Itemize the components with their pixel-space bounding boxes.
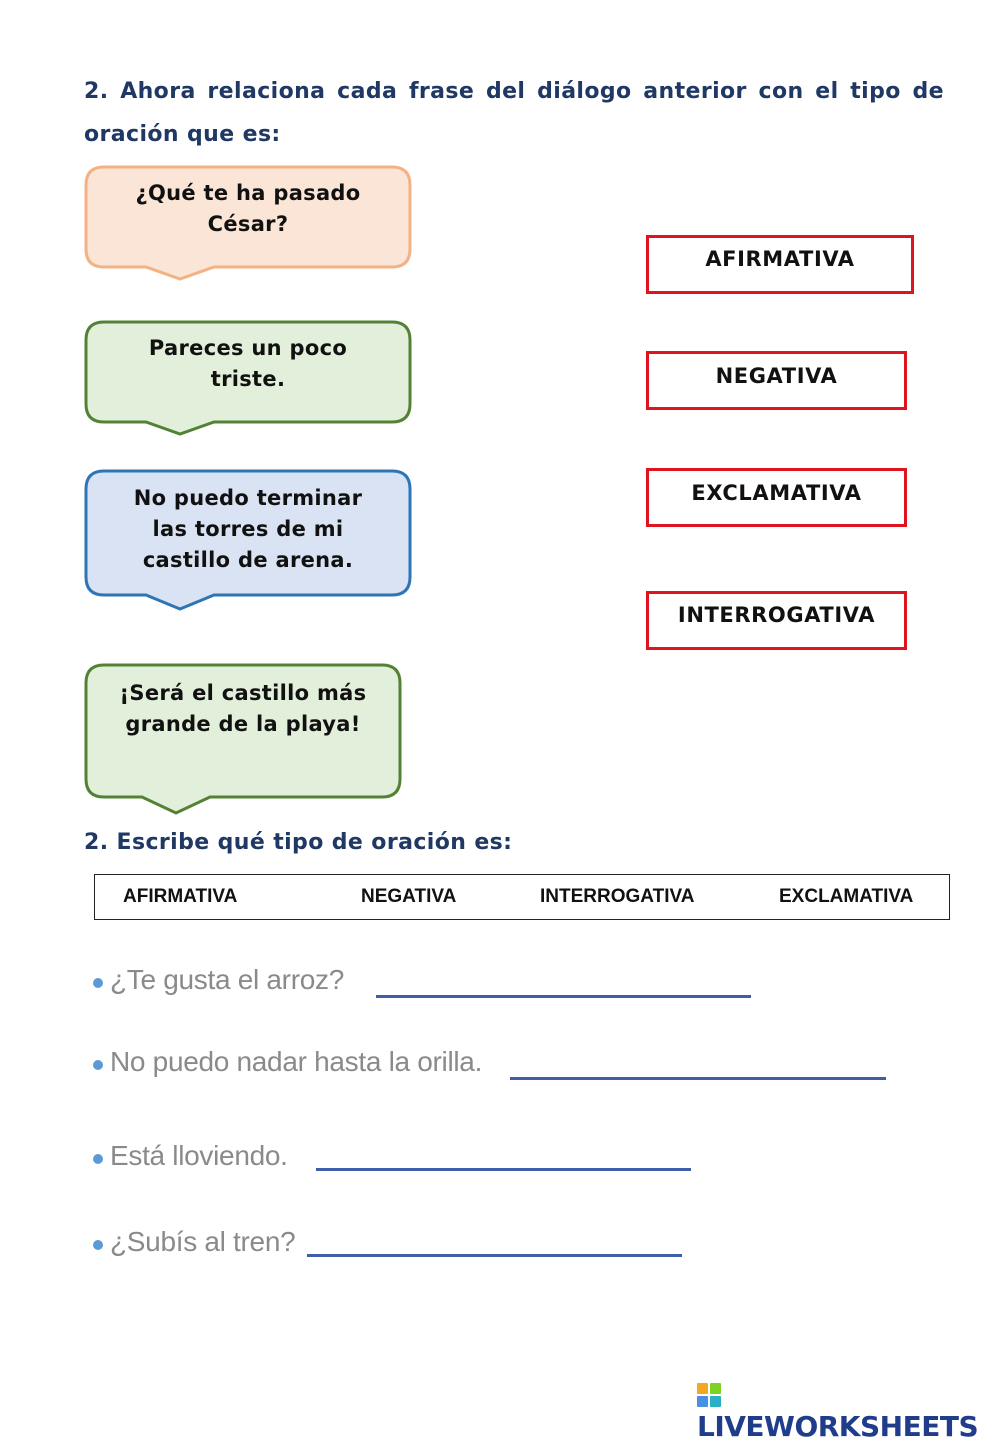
word-bank-afirmativa: AFIRMATIVA xyxy=(123,886,238,907)
bullet-icon xyxy=(93,1154,103,1164)
sentence-1: ¿Te gusta el arroz? xyxy=(110,964,344,995)
bubble-3-line-3: castillo de arena. xyxy=(142,548,354,572)
sentence-4: ¿Subís al tren? xyxy=(110,1226,296,1257)
liveworksheets-logo-icon xyxy=(697,1383,721,1407)
answer-line-2[interactable] xyxy=(510,1077,886,1080)
bubble-1-line-1: ¿Qué te ha pasado xyxy=(135,181,361,205)
word-bank-interrogativa: INTERROGATIVA xyxy=(540,886,695,907)
speech-bubble-2 xyxy=(84,320,412,438)
bullet-icon xyxy=(93,1240,103,1250)
bullet-icon xyxy=(93,1060,103,1070)
bubble-1-line-2: César? xyxy=(207,212,289,236)
bubble-4-line-1: ¡Será el castillo más xyxy=(119,681,367,705)
bubble-4-line-2: grande de la playa! xyxy=(125,712,361,736)
word-bank-negativa: NEGATIVA xyxy=(361,886,457,907)
answer-line-4[interactable] xyxy=(307,1254,682,1257)
answer-line-3[interactable] xyxy=(316,1168,691,1171)
bubble-2-line-1: Pareces un poco xyxy=(148,336,348,360)
liveworksheets-brand xyxy=(697,1377,1000,1443)
bubble-3-line-2: las torres de mi xyxy=(152,517,344,541)
answer-box-interrogativa[interactable]: INTERROGATIVA xyxy=(646,591,907,650)
answer-box-exclamativa[interactable]: EXCLAMATIVA xyxy=(646,468,907,527)
speech-bubble-4 xyxy=(84,663,402,819)
brand-name: LIVEWORKSHEETS xyxy=(697,1410,979,1443)
bullet-icon xyxy=(93,978,103,988)
bubble-3-line-1: No puedo terminar xyxy=(133,486,363,510)
bubble-2-line-2: triste. xyxy=(210,367,286,391)
speech-bubble-3 xyxy=(84,469,412,615)
sentence-3: Está lloviendo. xyxy=(110,1140,288,1171)
answer-line-1[interactable] xyxy=(376,995,751,998)
speech-bubble-1 xyxy=(84,165,412,283)
word-bank xyxy=(94,874,950,920)
exercise-2-heading: 2. Escribe qué tipo de oración es: xyxy=(84,830,513,855)
sentence-2: No puedo nadar hasta la orilla. xyxy=(110,1046,483,1077)
exercise-1-heading: 2. Ahora relaciona cada frase del diálogo anterior con el tipo de oración que es: xyxy=(84,79,944,147)
word-bank-exclamativa: EXCLAMATIVA xyxy=(779,886,914,907)
answer-box-negativa[interactable]: NEGATIVA xyxy=(646,351,907,410)
answer-box-afirmativa[interactable]: AFIRMATIVA xyxy=(646,235,914,294)
